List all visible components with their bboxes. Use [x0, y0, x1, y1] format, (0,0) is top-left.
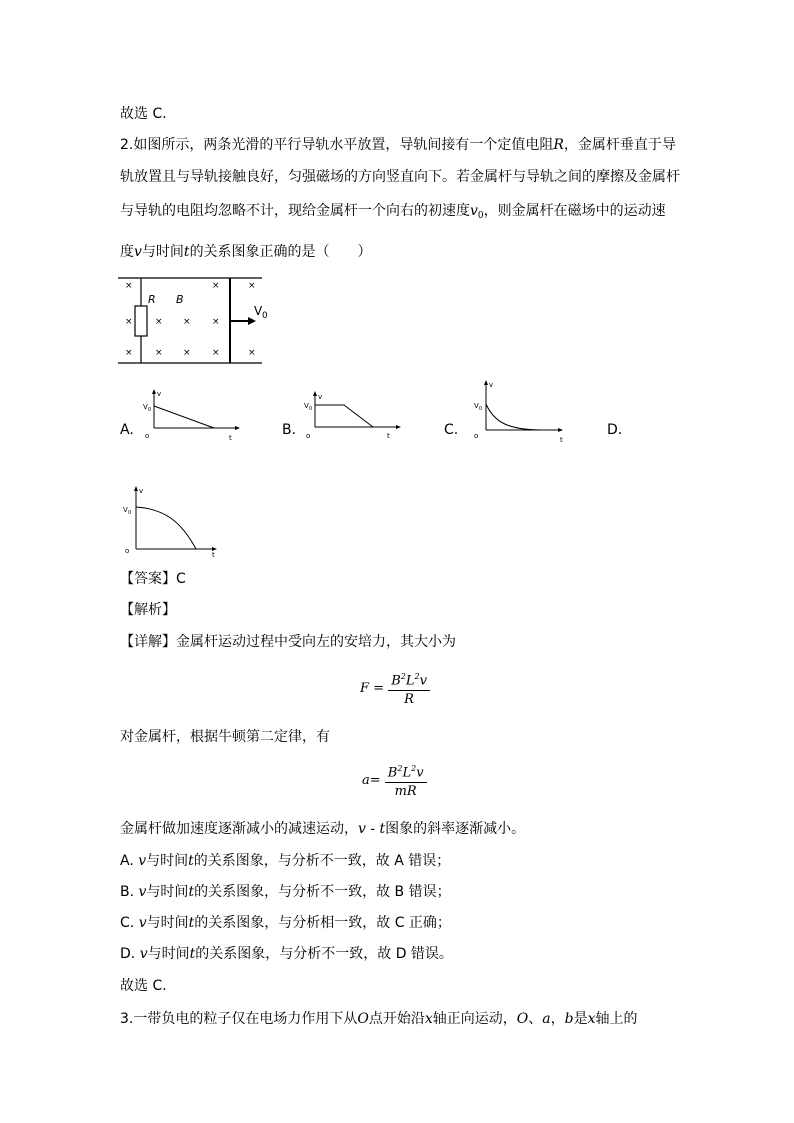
svg-text:t: t [212, 551, 215, 558]
q2-symbol-t: t [183, 244, 190, 260]
svg-text:×: × [212, 317, 220, 327]
svg-text:V: V [123, 506, 128, 514]
svg-text:×: × [125, 348, 133, 358]
option-B-label: B. [282, 422, 297, 438]
svg-text:v: v [318, 393, 323, 401]
graph-C [472, 378, 572, 448]
analysis-item-A: A. v与时间t的关系图象，与分析不一致，故 A 错误； [120, 853, 451, 869]
svg-text:V: V [304, 402, 309, 410]
answer-line [120, 570, 186, 588]
svg-text:o: o [474, 432, 479, 440]
label-v0: V [254, 304, 263, 318]
q2-line4-a: 度 [120, 244, 134, 260]
svg-text:o: o [306, 432, 311, 440]
option-A-label: A. [120, 422, 134, 438]
q2-line3 [120, 202, 666, 222]
detail-label: 【详解】 [120, 634, 176, 650]
q2-line1 [120, 136, 676, 154]
detail-line [120, 633, 456, 651]
eq2-lhs: a= [362, 773, 381, 789]
q2-line2: 轨放置且与导轨接触良好，匀强磁场的方向竖直向下。若金属杆与导轨之间的摩擦及金属杆 [120, 169, 680, 185]
svg-text:t: t [387, 432, 390, 440]
q2-line1-text: 2.如图所示，两条光滑的平行导轨水平放置，导轨间接有一个定值电阻 [120, 137, 554, 153]
q2-line4-c: 的关系图象正确的是（ ） [189, 244, 372, 260]
graph-C-curve [486, 404, 542, 430]
svg-text:0: 0 [128, 510, 132, 516]
analysis-item-D: D. v与时间t的关系图象，与分析不一致，故 D 错误。 [120, 946, 453, 962]
q2-line3-a: 与导轨的电阻均忽略不计，现给金属杆一个向右的初速度 [120, 203, 470, 219]
answer-label: 【答案】 [120, 571, 176, 587]
label-R: R [148, 293, 156, 306]
equation-acceleration [362, 760, 427, 801]
label-B: B [176, 293, 184, 306]
resistor [135, 306, 147, 336]
svg-text:t: t [560, 436, 563, 444]
svg-text:o: o [125, 547, 130, 555]
q2-line1-end: ，金属杆垂直于导 [563, 137, 676, 153]
svg-text:V: V [143, 403, 148, 411]
vt-symbol: v - t [358, 821, 386, 837]
eq2-numerator: $B^2L^2v$ [385, 760, 427, 783]
svg-text:×: × [212, 348, 220, 358]
svg-text:×: × [212, 281, 220, 291]
svg-text:t: t [229, 434, 232, 442]
svg-text:×: × [155, 317, 163, 327]
svg-text:×: × [125, 281, 133, 291]
svg-text:o: o [145, 432, 150, 440]
q3-line1: 3.一带负电的粒子仅在电场力作用下从O点开始沿x轴正向运动，O、a，b是x轴上的 [120, 1011, 638, 1027]
q2-symbol-v0-sub: 0 [477, 211, 484, 221]
graph-A [142, 388, 242, 443]
label-v0-sub: 0 [262, 311, 268, 321]
svg-text:×: × [125, 317, 133, 327]
analysis-item-B: B. v与时间t的关系图象，与分析不一致，故 B 错误； [120, 884, 451, 900]
eq1-lhs: F = [360, 681, 385, 697]
conclusion-line [120, 820, 525, 838]
graph-B-curve [315, 405, 373, 427]
equation-force [360, 668, 430, 709]
q2-line3-b: ，则金属杆在磁场中的运动速 [483, 203, 666, 219]
q2-symbol-R: R [553, 137, 564, 153]
graph-A-curve [154, 406, 214, 428]
svg-text:×: × [248, 281, 256, 291]
q2-symbol-v: v [134, 244, 142, 260]
analysis-label: 【解析】 [120, 602, 176, 618]
newton-line: 对金属杆，根据牛顿第二定律，有 [120, 729, 330, 745]
q2-line4-b: 与时间 [141, 244, 184, 260]
q2-line4 [120, 243, 372, 261]
graph-B [303, 390, 403, 445]
conclusion-b: 图象的斜率逐渐减小。 [385, 821, 526, 837]
intro-line: 故选 C. [120, 106, 167, 122]
eq2-fraction [385, 760, 427, 801]
svg-text:v: v [489, 381, 494, 389]
svg-text:×: × [183, 348, 191, 358]
svg-text:0: 0 [479, 406, 483, 412]
final-answer-line: 故选 C. [120, 978, 167, 994]
svg-text:×: × [183, 317, 191, 327]
option-C-label: C. [444, 422, 459, 438]
analysis-item-C: C. v与时间t的关系图象，与分析相一致，故 C 正确； [120, 915, 451, 931]
detail-text: 金属杆运动过程中受向左的安培力，其大小为 [176, 634, 456, 650]
graph-D-curve [136, 507, 196, 549]
eq1-fraction [388, 668, 430, 709]
eq2-denominator: mR [394, 784, 417, 800]
graph-D [122, 483, 222, 558]
eq1-denominator: R [404, 692, 414, 708]
svg-text:0: 0 [148, 407, 152, 413]
answer-value: C [176, 571, 186, 587]
svg-text:×: × [155, 348, 163, 358]
option-D-label: D. [607, 422, 623, 438]
eq1-numerator: $B^2L^2v$ [388, 668, 430, 691]
svg-text:0: 0 [309, 406, 313, 412]
svg-text:v: v [139, 487, 144, 495]
circuit-diagram [118, 276, 268, 368]
svg-text:×: × [248, 348, 256, 358]
svg-text:V: V [474, 402, 479, 410]
svg-text:v: v [157, 390, 162, 398]
conclusion-a: 金属杆做加速度逐渐减小的减速运动， [120, 821, 358, 837]
q2-symbol-v0: v [470, 203, 478, 219]
